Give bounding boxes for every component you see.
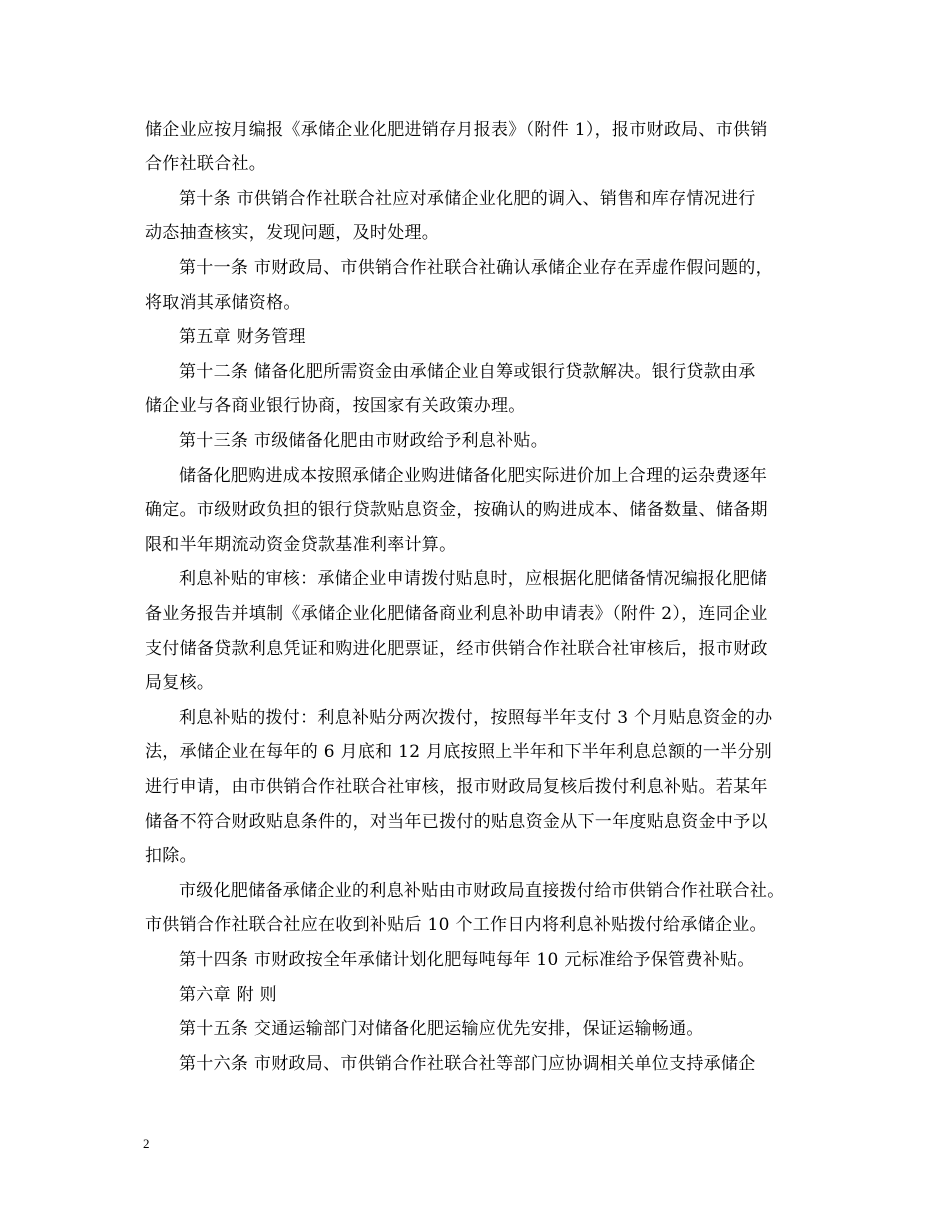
chapter-heading: 第五章 财务管理 (179, 327, 306, 347)
text-line: 储备不符合财政贴息条件的，对当年已拨付的贴息资金从下一年度贴息资金中予以 (145, 812, 768, 832)
text-line: 支付储备贷款利息凭证和购进化肥票证，经市供销合作社联合社审核后，报市财政 (145, 639, 768, 659)
text-line: 进行申请，由市供销合作社联合社审核，报市财政局复核后拨付利息补贴。若某年 (145, 777, 768, 797)
chapter-heading: 第六章 附 则 (179, 985, 277, 1005)
text-line: 利息补贴的拨付：利息补贴分两次拨付，按照每半年支付 3 个月贴息资金的办 (179, 708, 773, 728)
text-line: 法，承储企业在每年的 6 月底和 12 月底按照上半年和下半年利息总额的一半分别 (145, 742, 773, 762)
text-line: 储企业与各商业银行协商，按国家有关政策办理。 (145, 396, 526, 416)
text-line: 储备化肥购进成本按照承储企业购进储备化肥实际进价加上合理的运杂费逐年 (179, 466, 768, 486)
text-line: 第十条 市供销合作社联合社应对承储企业化肥的调入、销售和库存情况进行 (179, 189, 756, 209)
text-line: 市供销合作社联合社应在收到补贴后 10 个工作日内将利息补贴拨付给承储企业。 (145, 915, 767, 935)
text-line: 将取消其承储资格。 (145, 293, 301, 313)
text-line: 第十四条 市财政按全年承储计划化肥每吨每年 10 元标准给予保管费补贴。 (179, 950, 755, 970)
text-line: 动态抽查核实，发现问题，及时处理。 (145, 223, 440, 243)
text-line: 局复核。 (145, 673, 215, 693)
text-line: 备业务报告并填制《承储企业化肥储备商业利息补助申请表》（附件 2），连同企业 (145, 604, 768, 624)
text-line: 储企业应按月编报《承储企业化肥进销存月报表》（附件 1），报市财政局、市供销 (145, 120, 768, 140)
text-line: 合作社联合社。 (145, 154, 267, 174)
text-line: 限和半年期流动资金贷款基准利率计算。 (145, 535, 457, 555)
text-line: 市级化肥储备承储企业的利息补贴由市财政局直接拨付给市供销合作社联合社。 (179, 881, 785, 901)
text-line: 第十三条 市级储备化肥由市财政给予利息补贴。 (179, 431, 549, 451)
text-line: 第十二条 储备化肥所需资金由承储企业自筹或银行贷款解决。银行贷款由承 (179, 362, 756, 382)
text-line: 第十六条 市财政局、市供销合作社联合社等部门应协调相关单位支持承储企 (179, 1054, 756, 1074)
text-line: 确定。市级财政负担的银行贷款贴息资金，按确认的购进成本、储备数量、储备期 (145, 500, 768, 520)
text-line: 利息补贴的审核：承储企业申请拨付贴息时，应根据化肥储备情况编报化肥储 (179, 569, 768, 589)
text-line: 第十一条 市财政局、市供销合作社联合社确认承储企业存在弄虚作假问题的， (179, 258, 773, 278)
text-line: 扣除。 (145, 846, 197, 866)
page-number: 2 (143, 1136, 150, 1151)
text-line: 第十五条 交通运输部门对储备化肥运输应优先安排，保证运输畅通。 (179, 1019, 704, 1039)
